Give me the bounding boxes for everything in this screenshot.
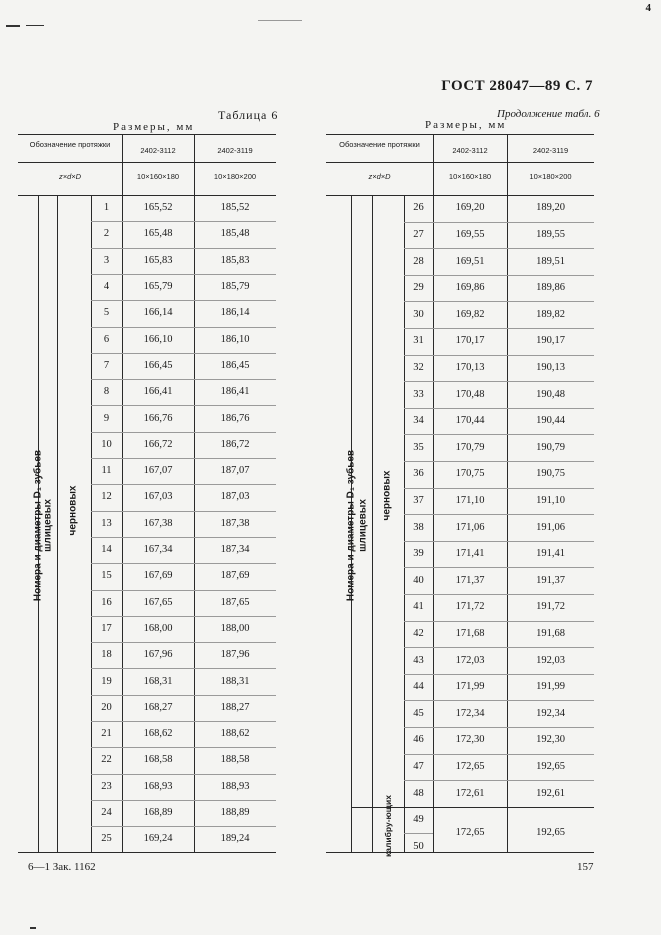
diameter-value: 172,65 — [455, 827, 485, 839]
diameter-value: 190,17 — [536, 335, 565, 347]
diameter-value: 192,34 — [536, 707, 565, 719]
tooth-number: 16 — [101, 596, 112, 608]
diameter-value: 167,34 — [143, 544, 173, 556]
tooth-number: 9 — [103, 412, 110, 424]
column-header: 2402-3119 — [217, 146, 253, 155]
row-rule — [404, 567, 594, 568]
diameter-value: 168,89 — [143, 807, 173, 819]
tooth-number: 19 — [101, 675, 112, 687]
column-header: 2402-3112 — [452, 146, 488, 155]
diameter-value: 169,55 — [455, 228, 485, 240]
tooth-number: 18 — [101, 649, 112, 661]
side-label-main: Номера и диаметры D₁ зубьев — [32, 449, 44, 602]
diameter-value: 188,62 — [220, 728, 250, 740]
row-rule — [91, 695, 276, 696]
diameter-value: 188,58 — [220, 754, 250, 766]
tooth-number: 23 — [101, 780, 112, 792]
diameter-value: 190,75 — [536, 468, 565, 480]
diameter-value: 169,82 — [455, 308, 485, 320]
tooth-number: 17 — [101, 622, 112, 634]
diameter-value: 191,41 — [536, 548, 565, 560]
row-rule — [404, 381, 594, 382]
diameter-value: 165,83 — [143, 254, 173, 266]
table-rule — [18, 162, 276, 163]
diameter-value: 187,34 — [220, 544, 250, 556]
tooth-number: 37 — [413, 494, 424, 506]
row-rule — [91, 353, 276, 354]
diameter-value: 189,82 — [536, 308, 565, 320]
tooth-number: 29 — [413, 282, 424, 294]
diameter-value: 190,79 — [536, 441, 565, 453]
row-rule — [91, 458, 276, 459]
diameter-value: 192,65 — [536, 760, 565, 772]
diameter-value: 190,13 — [536, 361, 565, 373]
diameter-value: 192,30 — [536, 734, 565, 746]
tooth-number: 11 — [101, 465, 112, 477]
row-rule — [91, 774, 276, 775]
tooth-number: 8 — [103, 386, 110, 398]
diameter-value: 187,03 — [220, 491, 250, 503]
row-rule — [91, 642, 276, 643]
diameter-value: 190,48 — [536, 388, 565, 400]
tooth-number: 25 — [101, 833, 112, 845]
tooth-number: 41 — [413, 601, 424, 613]
scan-mark — [30, 927, 36, 929]
diameter-value: 169,86 — [455, 282, 485, 294]
row-rule — [404, 621, 594, 622]
diameter-value: 192,03 — [536, 654, 565, 666]
diameter-value: 171,99 — [455, 681, 485, 693]
side-label-group: шлицевых — [42, 499, 54, 552]
diameter-value: 168,31 — [143, 675, 173, 687]
diameter-value: 186,14 — [220, 307, 250, 319]
table-continuation-caption: Продолжение табл. 6 — [497, 108, 600, 120]
side-label-main: Номера и диаметры D₁ зубьев — [345, 449, 357, 602]
sizes-label: Размеры, мм — [425, 119, 507, 131]
diameter-value: 187,38 — [220, 517, 250, 529]
side-label-calibrating: калибру-ющих — [383, 795, 393, 858]
diameter-value: 186,72 — [220, 438, 250, 450]
row-rule — [91, 511, 276, 512]
row-rule — [404, 222, 594, 223]
diameter-value: 166,45 — [143, 359, 173, 371]
scan-mark — [26, 25, 44, 26]
diameter-value: 168,62 — [143, 728, 173, 740]
diameter-value: 170,44 — [455, 415, 485, 427]
row-rule — [91, 379, 276, 380]
row-rule — [91, 747, 276, 748]
diameter-value: 172,30 — [455, 734, 485, 746]
diameter-value: 165,48 — [143, 228, 173, 240]
row-rule — [91, 721, 276, 722]
row-rule — [91, 563, 276, 564]
diameter-value: 189,86 — [536, 282, 565, 294]
row-rule — [404, 488, 594, 489]
row-rule — [91, 668, 276, 669]
table-caption: Таблица 6 — [218, 108, 279, 122]
diameter-value: 189,51 — [536, 255, 565, 267]
tooth-number: 43 — [413, 654, 424, 666]
tooth-number: 28 — [413, 255, 424, 267]
diameter-value: 167,65 — [143, 596, 173, 608]
tooth-number: 33 — [413, 388, 424, 400]
diameter-value: 190,44 — [536, 415, 565, 427]
table-rule — [326, 195, 594, 196]
diameter-value: 188,00 — [220, 622, 250, 634]
diameter-value: 171,06 — [455, 521, 485, 533]
row-rule — [404, 301, 594, 302]
row-rule — [91, 537, 276, 538]
tooth-number: 15 — [101, 570, 112, 582]
diameter-value: 189,24 — [220, 833, 250, 845]
diameter-value: 192,65 — [536, 827, 565, 839]
tooth-number: 13 — [101, 517, 112, 529]
diameter-value: 188,31 — [220, 675, 250, 687]
row-rule — [404, 754, 594, 755]
header-dims: z×d×D — [368, 172, 391, 181]
row-rule — [404, 514, 594, 515]
row-rule — [404, 833, 433, 834]
tooth-number: 39 — [413, 548, 424, 560]
table-rule — [18, 134, 276, 135]
header-dims: z×d×D — [58, 172, 82, 181]
row-rule — [404, 594, 594, 595]
footer-order: 6—1 Зак. 1162 — [28, 861, 96, 873]
diameter-value: 168,27 — [143, 701, 173, 713]
diameter-value: 170,17 — [455, 335, 485, 347]
diameter-value: 168,93 — [143, 780, 173, 792]
row-rule — [404, 275, 594, 276]
tooth-number: 46 — [413, 734, 424, 746]
tooth-number: 44 — [413, 681, 424, 693]
diameter-value: 189,20 — [536, 202, 565, 214]
diameter-value: 167,07 — [143, 465, 173, 477]
row-rule — [404, 727, 594, 728]
diameter-value: 171,68 — [455, 627, 485, 639]
diameter-value: 185,83 — [220, 254, 250, 266]
row-rule — [91, 800, 276, 801]
diameter-value: 170,75 — [455, 468, 485, 480]
table-rule — [57, 195, 58, 852]
sizes-label: Размеры, мм — [113, 121, 195, 133]
side-label-group: шлицевых — [357, 499, 369, 552]
column-dims: 10×160×180 — [136, 172, 180, 181]
row-rule — [404, 328, 594, 329]
tooth-number: 26 — [413, 202, 424, 214]
diameter-value: 191,10 — [536, 494, 565, 506]
tooth-number: 45 — [413, 707, 424, 719]
table-rule — [326, 134, 594, 135]
diameter-value: 191,72 — [536, 601, 565, 613]
row-rule — [91, 300, 276, 301]
row-rule — [404, 461, 594, 462]
tooth-number: 5 — [103, 307, 110, 319]
tooth-number: 22 — [101, 754, 112, 766]
diameter-value: 167,03 — [143, 491, 173, 503]
tooth-number: 6 — [103, 333, 110, 345]
column-header: 2402-3112 — [140, 146, 176, 155]
diameter-value: 167,69 — [143, 570, 173, 582]
diameter-value: 165,52 — [143, 202, 173, 214]
diameter-value: 191,06 — [536, 521, 565, 533]
diameter-value: 171,72 — [455, 601, 485, 613]
row-rule — [91, 274, 276, 275]
diameter-value: 187,96 — [220, 649, 250, 661]
tooth-number: 10 — [101, 438, 112, 450]
diameter-value: 170,48 — [455, 388, 485, 400]
tooth-number: 50 — [413, 840, 424, 852]
row-rule — [404, 541, 594, 542]
tooth-number: 38 — [413, 521, 424, 533]
diameter-value: 186,10 — [220, 333, 250, 345]
table-rule — [326, 852, 594, 853]
footer-page-number: 157 — [577, 861, 594, 873]
diameter-value: 167,96 — [143, 649, 173, 661]
tooth-number: 36 — [413, 468, 424, 480]
diameter-value: 172,61 — [455, 787, 485, 799]
diameter-value: 166,10 — [143, 333, 173, 345]
scan-mark — [258, 20, 302, 21]
diameter-value: 168,58 — [143, 754, 173, 766]
diameter-value: 186,76 — [220, 412, 250, 424]
tooth-number: 12 — [101, 491, 112, 503]
diameter-value: 166,72 — [143, 438, 173, 450]
diameter-value: 188,89 — [220, 807, 250, 819]
diameter-value: 165,79 — [143, 281, 173, 293]
row-rule — [404, 248, 594, 249]
diameter-value: 188,27 — [220, 701, 250, 713]
row-rule — [404, 355, 594, 356]
diameter-value: 187,07 — [220, 465, 250, 477]
page-header: ГОСТ 28047—89 С. 7 — [441, 78, 593, 94]
diameter-value: 167,38 — [143, 517, 173, 529]
tooth-number: 24 — [101, 807, 112, 819]
row-rule — [91, 221, 276, 222]
row-rule — [404, 434, 594, 435]
header-designation: Обозначение протяжки — [29, 140, 111, 149]
row-rule — [91, 405, 276, 406]
diameter-value: 172,34 — [455, 707, 485, 719]
diameter-value: 187,65 — [220, 596, 250, 608]
tooth-number: 34 — [413, 415, 424, 427]
diameter-value: 191,37 — [536, 574, 565, 586]
table-rule — [372, 195, 373, 852]
tooth-number: 14 — [101, 544, 112, 556]
row-rule — [91, 590, 276, 591]
diameter-value: 188,93 — [220, 780, 250, 792]
diameter-value: 191,99 — [536, 681, 565, 693]
page-corner-number: 4 — [645, 2, 651, 14]
row-rule — [91, 826, 276, 827]
scan-mark — [6, 25, 20, 27]
diameter-value: 170,13 — [455, 361, 485, 373]
side-label-sub: черновых — [381, 470, 393, 521]
row-rule — [91, 432, 276, 433]
tooth-number: 20 — [101, 701, 112, 713]
diameter-value: 170,79 — [455, 441, 485, 453]
tooth-number: 35 — [413, 441, 424, 453]
tooth-number: 27 — [413, 228, 424, 240]
tooth-number: 21 — [101, 728, 112, 740]
diameter-value: 192,61 — [536, 787, 565, 799]
tooth-number: 32 — [413, 361, 424, 373]
column-dims: 10×160×180 — [448, 172, 492, 181]
row-rule — [91, 484, 276, 485]
tooth-number: 4 — [103, 281, 110, 293]
tooth-number: 30 — [413, 308, 424, 320]
table-rule — [326, 162, 594, 163]
side-label-sub: черновых — [67, 485, 79, 536]
tooth-number: 49 — [413, 814, 424, 826]
diameter-value: 171,10 — [455, 494, 485, 506]
diameter-value: 172,03 — [455, 654, 485, 666]
row-rule — [404, 674, 594, 675]
tooth-number: 1 — [103, 202, 110, 214]
tooth-number: 3 — [103, 254, 110, 266]
row-rule — [404, 408, 594, 409]
header-designation: Обозначение протяжки — [339, 140, 420, 149]
diameter-value: 186,41 — [220, 386, 250, 398]
tooth-number: 40 — [413, 574, 424, 586]
row-rule — [91, 616, 276, 617]
diameter-value: 169,51 — [455, 255, 485, 267]
tooth-number: 7 — [103, 359, 110, 371]
row-rule — [404, 647, 594, 648]
diameter-value: 166,76 — [143, 412, 173, 424]
diameter-value: 172,65 — [455, 760, 485, 772]
column-dims: 10×180×200 — [529, 172, 572, 181]
row-rule — [91, 327, 276, 328]
table-rule — [18, 852, 276, 853]
diameter-value: 166,14 — [143, 307, 173, 319]
column-header: 2402-3119 — [532, 146, 569, 155]
diameter-value: 169,20 — [455, 202, 485, 214]
diameter-value: 168,00 — [143, 622, 173, 634]
tooth-number: 47 — [413, 760, 424, 772]
diameter-value: 185,48 — [220, 228, 250, 240]
diameter-value: 166,41 — [143, 386, 173, 398]
diameter-value: 169,24 — [143, 833, 173, 845]
tooth-number: 31 — [413, 335, 424, 347]
column-dims: 10×180×200 — [213, 172, 257, 181]
tooth-number: 48 — [413, 787, 424, 799]
row-rule — [404, 780, 594, 781]
diameter-value: 185,52 — [220, 202, 250, 214]
diameter-value: 171,37 — [455, 574, 485, 586]
row-rule — [91, 248, 276, 249]
row-rule — [404, 700, 594, 701]
tooth-number: 2 — [103, 228, 110, 240]
diameter-value: 171,41 — [455, 548, 485, 560]
diameter-value: 186,45 — [220, 359, 250, 371]
diameter-value: 187,69 — [220, 570, 250, 582]
tooth-number: 42 — [413, 627, 424, 639]
diameter-value: 191,68 — [536, 627, 565, 639]
diameter-value: 189,55 — [536, 228, 565, 240]
diameter-value: 185,79 — [220, 281, 250, 293]
